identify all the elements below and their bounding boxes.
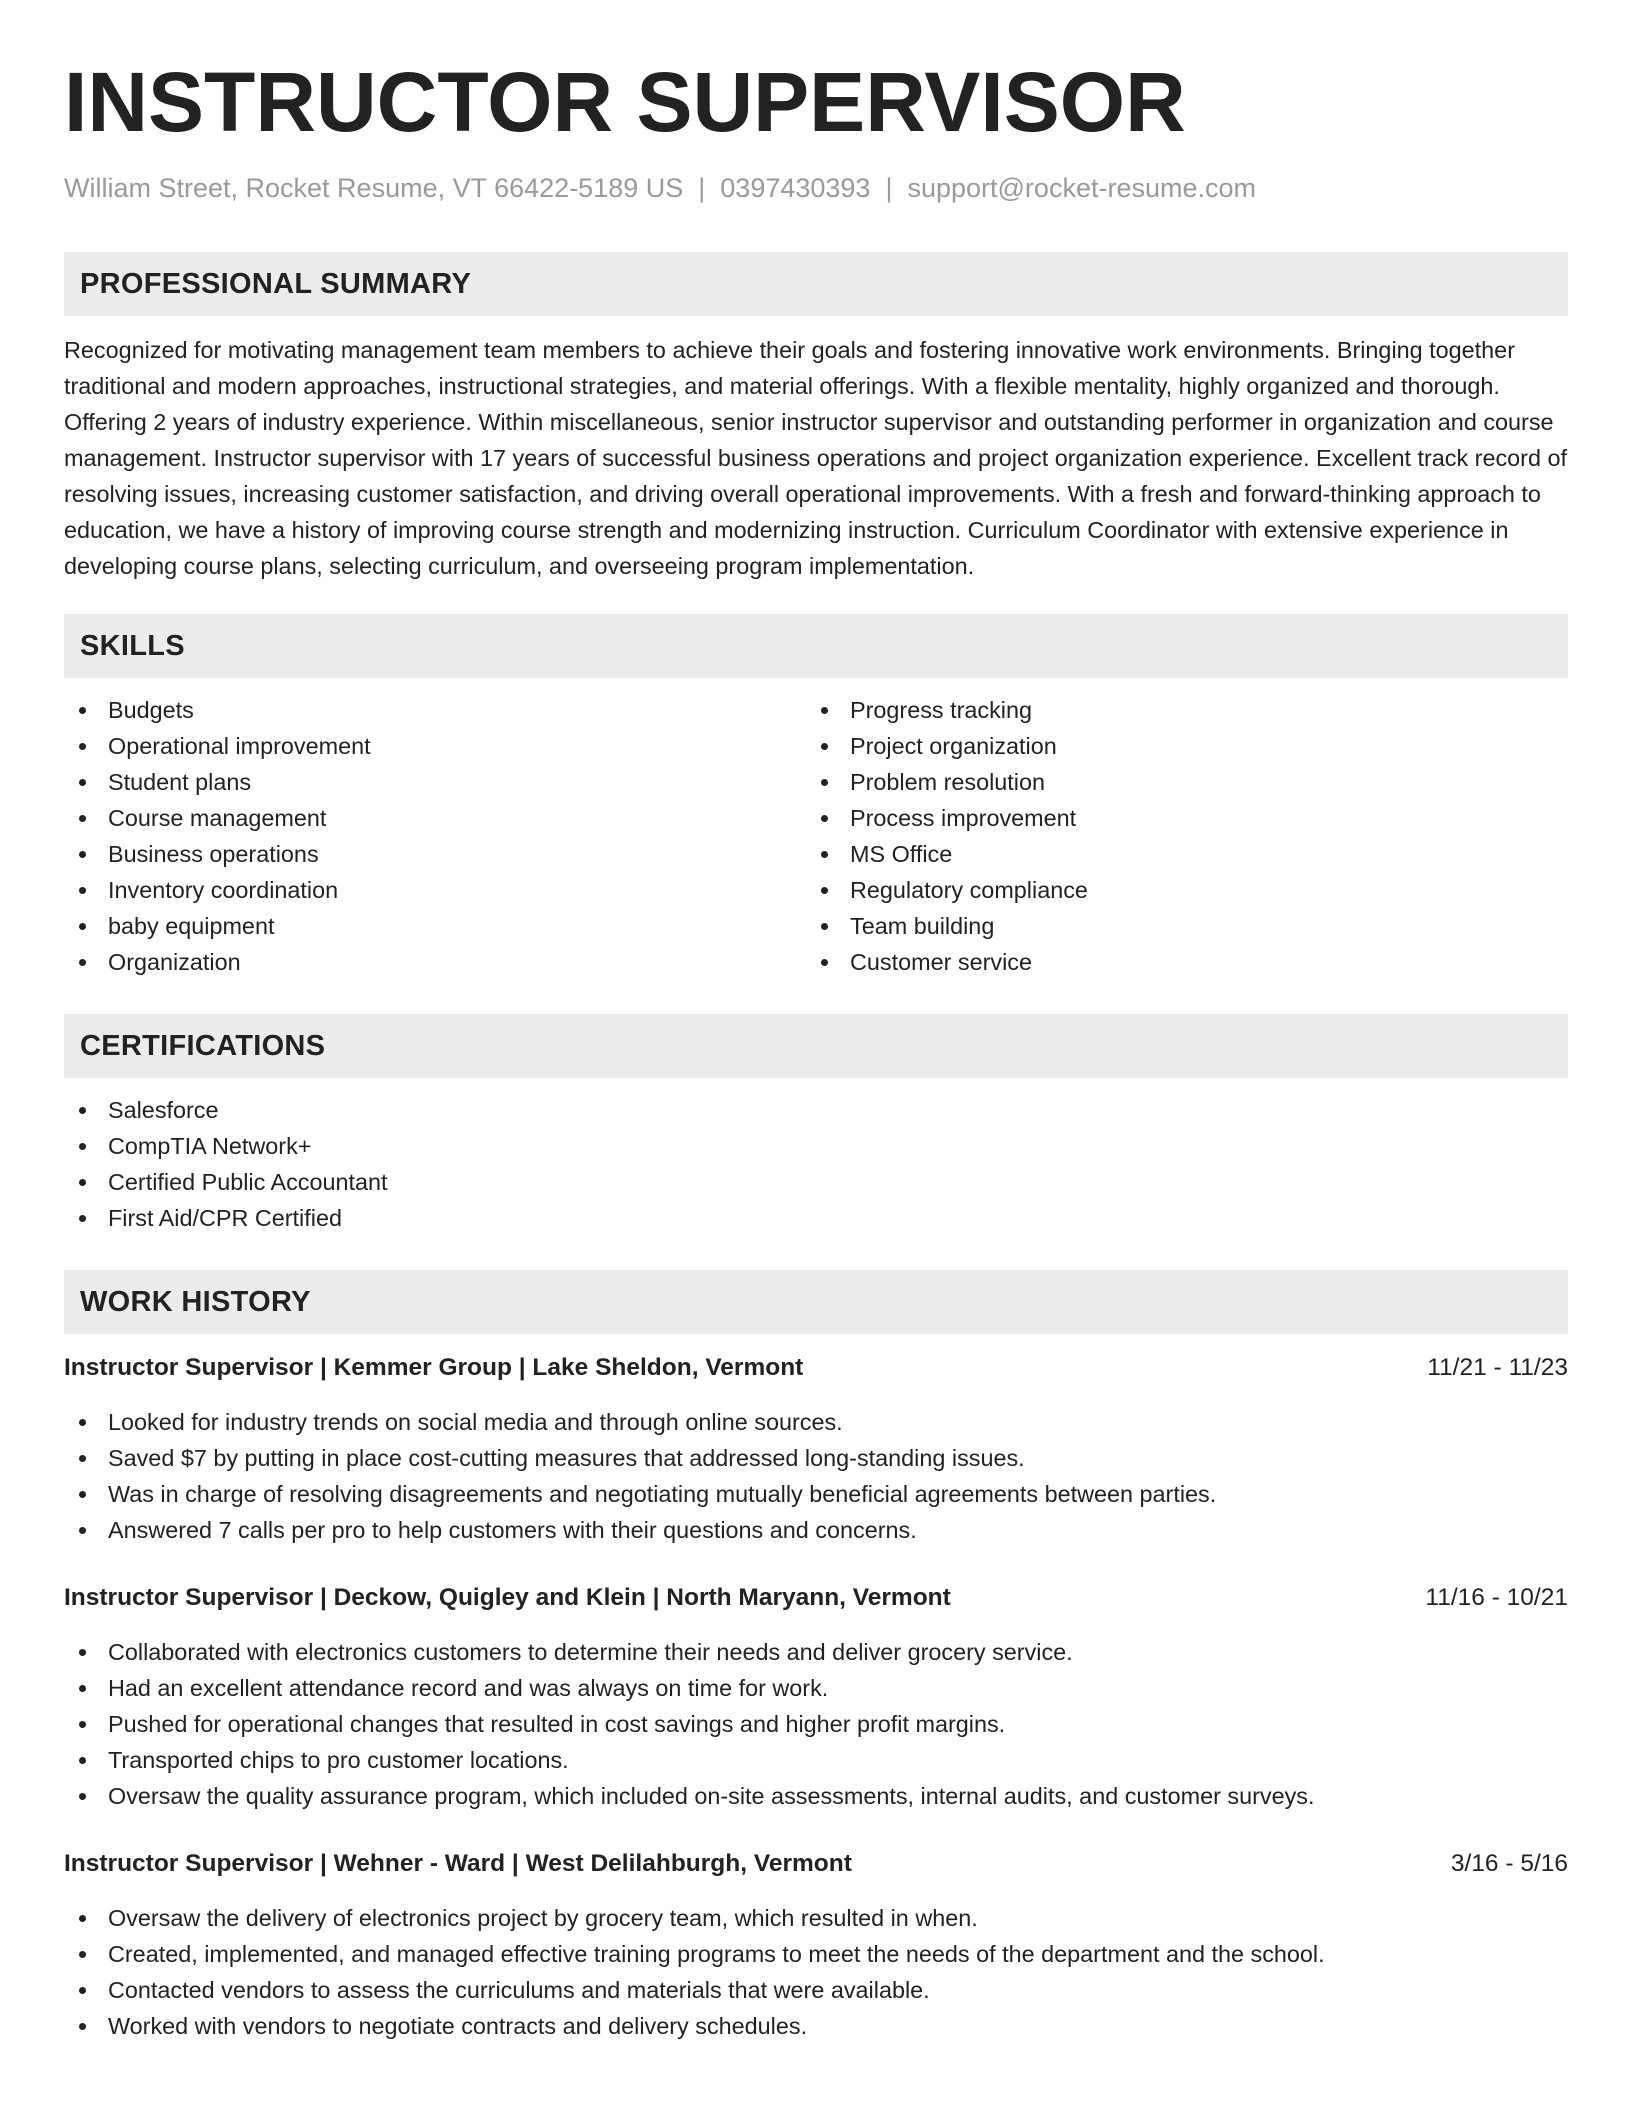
contact-email[interactable]: support@rocket-resume.com: [907, 173, 1256, 203]
certifications-section-header: [64, 1014, 1568, 1078]
job-bullets: [64, 1404, 1568, 1548]
skill-item: Team building: [806, 908, 1548, 944]
work-history-heading: WORK HISTORY: [80, 1285, 311, 1318]
job-header: [64, 1846, 1568, 1882]
skill-item: Course management: [64, 800, 806, 836]
resume-title: INSTRUCTOR SUPERVISOR: [64, 55, 1186, 149]
job-entry: [64, 1350, 1568, 1548]
job-bullet: Had an excellent attendance record and was always on time for work.: [64, 1670, 1568, 1706]
job-bullets: [64, 1900, 1568, 2044]
skill-item: Regulatory compliance: [806, 872, 1548, 908]
contact-separator: |: [885, 173, 893, 203]
contact-line: [64, 170, 1568, 206]
skill-item: Progress tracking: [806, 692, 1548, 728]
job-bullet: Worked with vendors to negotiate contracts and delivery schedules.: [64, 2008, 1568, 2044]
skill-item: baby equipment: [64, 908, 806, 944]
skill-item: Budgets: [64, 692, 806, 728]
job-dates: 11/21 - 11/23: [1427, 1354, 1568, 1381]
job-bullet: Looked for industry trends on social media and through online sources.: [64, 1404, 1568, 1440]
skill-item: Project organization: [806, 728, 1548, 764]
skill-item: Student plans: [64, 764, 806, 800]
job-bullet: Oversaw the delivery of electronics project by grocery team, which resulted in when.: [64, 1900, 1568, 1936]
job-bullet: Transported chips to pro customer locations.: [64, 1742, 1568, 1778]
job-dates: 3/16 - 5/16: [1450, 1850, 1568, 1877]
job-header: [64, 1350, 1568, 1386]
skill-item: Process improvement: [806, 800, 1548, 836]
job-title: Instructor Supervisor | Deckow, Quigley and Klein | North Maryann, Vermont: [64, 1584, 951, 1611]
skill-item: Organization: [64, 944, 806, 980]
resume-page: [64, 0, 1568, 2044]
job-entry: [64, 1846, 1568, 2044]
skill-item: Operational improvement: [64, 728, 806, 764]
job-bullet: Created, implemented, and managed effective training programs to meet the needs of the department and the school.: [64, 1936, 1568, 1972]
certification-item: First Aid/CPR Certified: [64, 1200, 1568, 1236]
summary-section-header: [64, 252, 1568, 316]
job-bullet: Pushed for operational changes that resulted in cost savings and higher profit margins.: [64, 1706, 1568, 1742]
skill-item: Business operations: [64, 836, 806, 872]
job-entry: [64, 1580, 1568, 1814]
job-bullet: Answered 7 calls per pro to help customers with their questions and concerns.: [64, 1512, 1568, 1548]
skill-item: Customer service: [806, 944, 1548, 980]
skills-heading: SKILLS: [80, 629, 185, 662]
job-bullet: Oversaw the quality assurance program, which included on-site assessments, internal audits, and customer surveys.: [64, 1778, 1568, 1814]
job-title: Instructor Supervisor | Wehner - Ward | West Delilahburgh, Vermont: [64, 1850, 852, 1877]
skill-item: Problem resolution: [806, 764, 1548, 800]
skills-grid: [64, 692, 1568, 980]
contact-address: William Street, Rocket Resume, VT 66422-5189 US: [64, 173, 684, 203]
job-bullet: Collaborated with electronics customers to determine their needs and deliver grocery service.: [64, 1634, 1568, 1670]
contact-phone[interactable]: 0397430393: [720, 173, 871, 203]
work-history-section-header: [64, 1270, 1568, 1334]
job-bullets: [64, 1634, 1568, 1814]
certifications-heading: CERTIFICATIONS: [80, 1029, 326, 1062]
job-title: Instructor Supervisor | Kemmer Group | Lake Sheldon, Vermont: [64, 1354, 804, 1381]
skills-list-left: [64, 692, 806, 980]
skills-section-header: [64, 614, 1568, 678]
certification-item: Salesforce: [64, 1092, 1568, 1128]
skill-item: Inventory coordination: [64, 872, 806, 908]
job-bullet: Was in charge of resolving disagreements and negotiating mutually beneficial agreements between parties.: [64, 1476, 1568, 1512]
skill-item: MS Office: [806, 836, 1548, 872]
certifications-list: [64, 1092, 1568, 1236]
skills-list-right: [806, 692, 1548, 980]
job-bullet: Contacted vendors to assess the curriculums and materials that were available.: [64, 1972, 1568, 2008]
job-header: [64, 1580, 1568, 1616]
certification-item: CompTIA Network+: [64, 1128, 1568, 1164]
summary-heading: PROFESSIONAL SUMMARY: [80, 267, 472, 300]
job-bullet: Saved $7 by putting in place cost-cutting measures that addressed long-standing issues.: [64, 1440, 1568, 1476]
summary-text: Recognized for motivating management team members to achieve their goals and fostering innovative work environments. Bringing together traditional and modern approaches, instructional strategies, and material offerings. With a flexible mentality, highly organized and thorough. Offering 2 years of industry experience. Within miscellaneous, senior instructor supervisor and outstanding performer in organization and course management. Instructor supervisor with 17 years of successful business operations and project organization experience. Excellent track record of resolving issues, increasing customer satisfaction, and driving overall operational improvements. With a fresh and forward-thinking approach to education, we have a history of improving course strength and modernizing instruction. Curriculum Coordinator with extensive experience in developing course plans, selecting curriculum, and overseeing program implementation.: [64, 337, 1567, 579]
certification-item: Certified Public Accountant: [64, 1164, 1568, 1200]
contact-separator: |: [698, 173, 706, 203]
job-dates: 11/16 - 10/21: [1425, 1584, 1568, 1611]
